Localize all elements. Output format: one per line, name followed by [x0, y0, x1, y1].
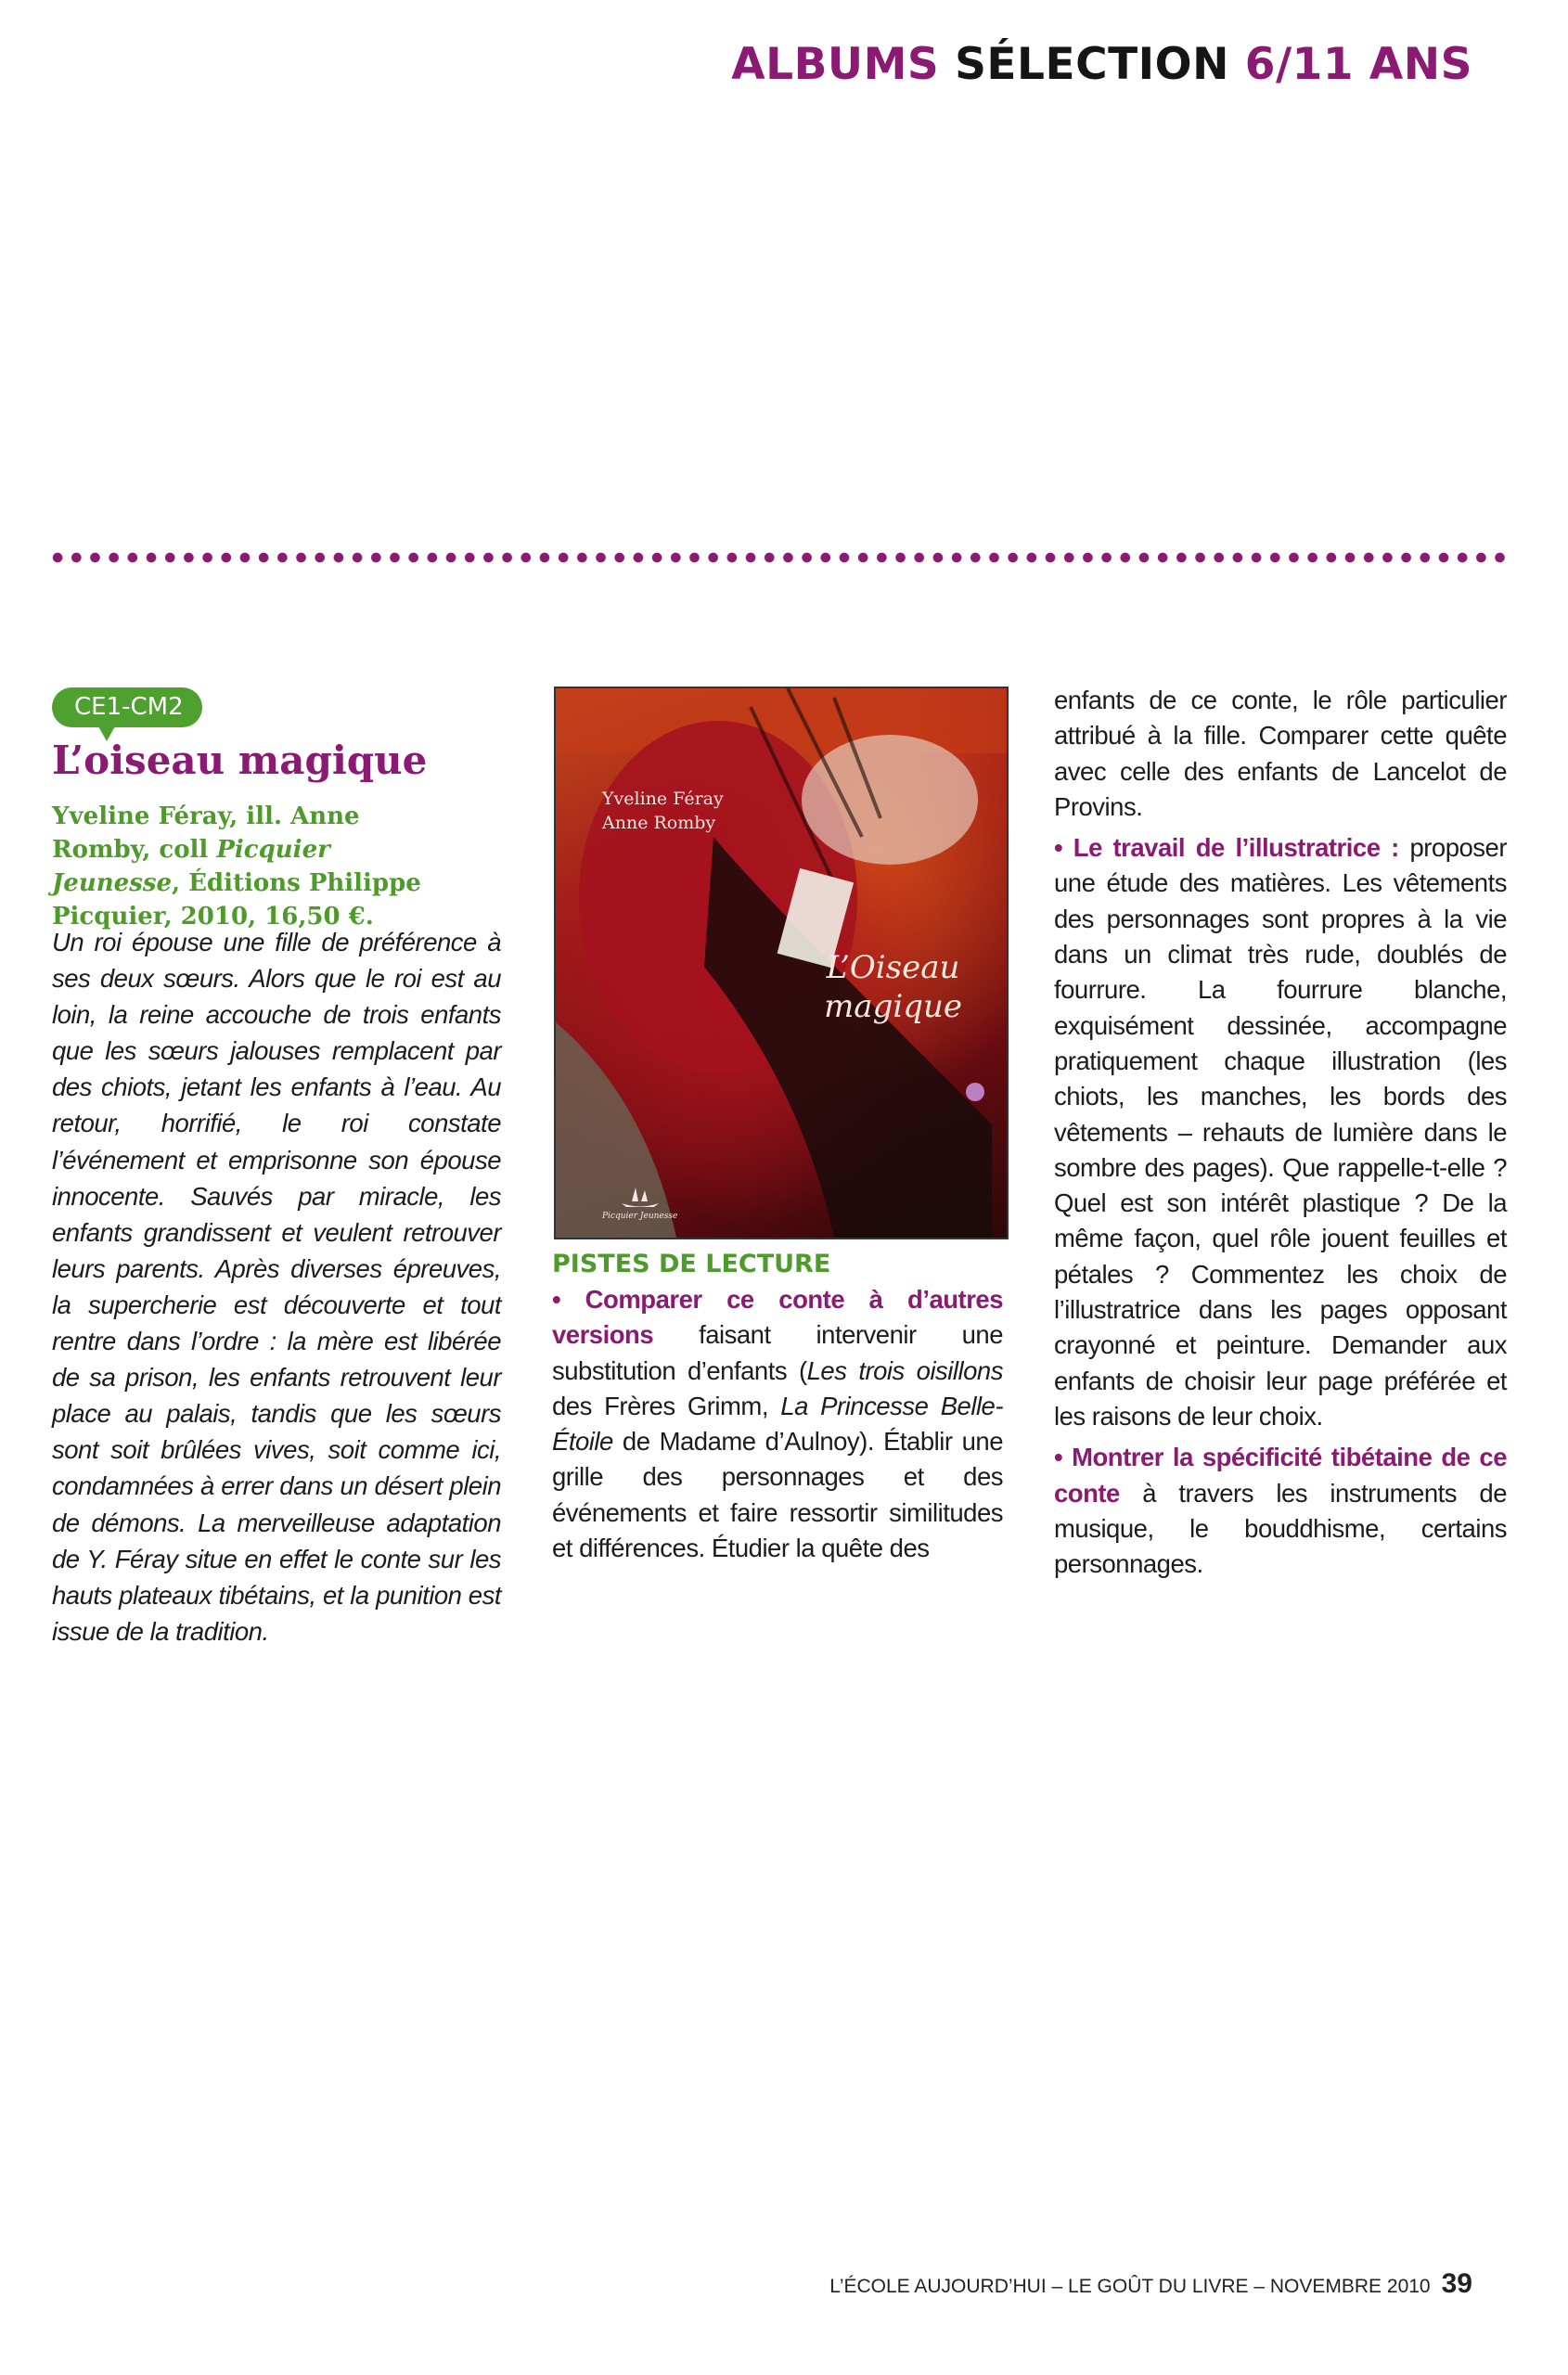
header-albums: ALBUMS [731, 39, 940, 90]
piste-3-paragraph-text: à travers les instruments de musique, le bouddhisme, certains personnages. [1054, 1478, 1507, 1579]
book-summary: Un roi épouse une fille de préférence à ses deux sœurs. Alors que le roi est au loin, la reine accouche de trois enfants que les sœurs jalouses remplacent par des chiots, jetant les enfants à l’eau. Au retour, horrifié, le roi constate l’événement et emprisonne son épouse innocente. Sauvés par miracle, les enfants grandissent et veulent retrouver leurs parents. Après diverses épreuves, la supercherie est découverte et tout rentre dans l’ordre : la mère est libérée de sa prison, les enfants retrouvent leur place au palais, tandis que les sœurs sont soit brûlées vives, soit comme ici, condamnées à errer dans un désert plein de démons. La merveilleuse adaptation de Y. Féray situe en effet le conte sur les hauts plateaux tibétains, et la punition est issue de la tradition. [52, 928, 501, 1646]
piste-3-paragraph [1054, 1440, 1507, 1582]
book-cover-image [554, 687, 1009, 1239]
cover-author-2: Anne Romby [602, 813, 716, 833]
piste-1-paragraph [552, 1282, 1003, 1566]
collection-name: Picquier Jeunesse [52, 836, 330, 897]
piste-1-italic-2: La Princesse Belle-Étoile [552, 1391, 1004, 1457]
book-title: L’oiseau magique [52, 738, 428, 783]
book-credits [52, 800, 451, 933]
piste-1-text-b: des Frères Grimm, [552, 1391, 781, 1420]
publisher-logo-text: Picquier Jeunesse [602, 1212, 678, 1221]
cover-author-1: Yveline Féray [602, 789, 724, 809]
cover-title [824, 948, 962, 1026]
boat-icon [619, 1185, 662, 1209]
footer-text: L’ÉCOLE AUJOURD’HUI – LE GOÛT DU LIVRE – NOVEMBRE 2010 [829, 2276, 1431, 2297]
piste-1-text-a: faisant intervenir une substitution d’enfants ( [552, 1320, 1003, 1385]
header-selection: SÉLECTION [955, 39, 1229, 90]
cover-title-line-2: magique [824, 988, 962, 1025]
cover-authors [602, 787, 724, 835]
piste-2-paragraph-text: proposer une étude des matières. Les vêtements des personnages sont propres à la vie dans un climat très rude, doublés de fourrure. La fourrure blanche, exquisément dessinée, accompagne pratiquement chaque illustration (les chiots, les manches, les bords des vêtements – rehauts de lumière dans le sombre des pages). Que rappelle-t-elle ? Quel est son intérêt plastique ? De la même façon, quel rôle jouent feuilles et pétales ? Commentez les choix de l’illustratrice dans les pages opposant crayonné et peinture. Demander aux enfants de choisir leur page préférée et les raisons de leur choix. [1054, 833, 1507, 1431]
level-tag: CE1-CM2 [52, 687, 202, 727]
pistes-heading: PISTES DE LECTURE [552, 1250, 831, 1278]
pistes-column-right [1054, 683, 1507, 1582]
piste-2-paragraph [1054, 830, 1507, 1434]
piste-1-italic-1: Les trois oisillons [806, 1355, 1003, 1385]
section-header [731, 39, 1472, 90]
publisher-logo [602, 1185, 677, 1221]
page-number: 39 [1441, 2268, 1472, 2299]
piste-1-highlight: • Comparer ce conte à d’autres versions [552, 1285, 1003, 1350]
credits-part-2: , Éditions Philippe Picquier, 2010, 16,50 €. [52, 869, 421, 931]
page-footer [829, 2268, 1472, 2300]
piste-2-paragraph-highlight: • Le travail de l’illustratrice : [1054, 833, 1399, 863]
piste-3-paragraph-highlight: • Montrer la spécificité tibétaine de ce conte [1054, 1443, 1507, 1508]
header-age: 6/11 ANS [1244, 39, 1472, 90]
dotted-separator [48, 551, 1505, 564]
piste-1-continuation: enfants de ce conte, le rôle particulier attribué à la fille. Comparer cette quête avec celle des enfants de Lancelot de Provins. [1054, 686, 1507, 821]
credits-part-1: Yveline Féray, ill. Anne Romby, coll [52, 802, 360, 864]
piste-1-text-c: de Madame d’Aulnoy). Établir une grille des personnages et des événements et faire ressortir similitudes et différences. Étudier la quête des [552, 1427, 1003, 1563]
cover-title-line-1: L’Oiseau [826, 949, 960, 986]
pistes-column-middle [552, 1282, 1003, 1566]
